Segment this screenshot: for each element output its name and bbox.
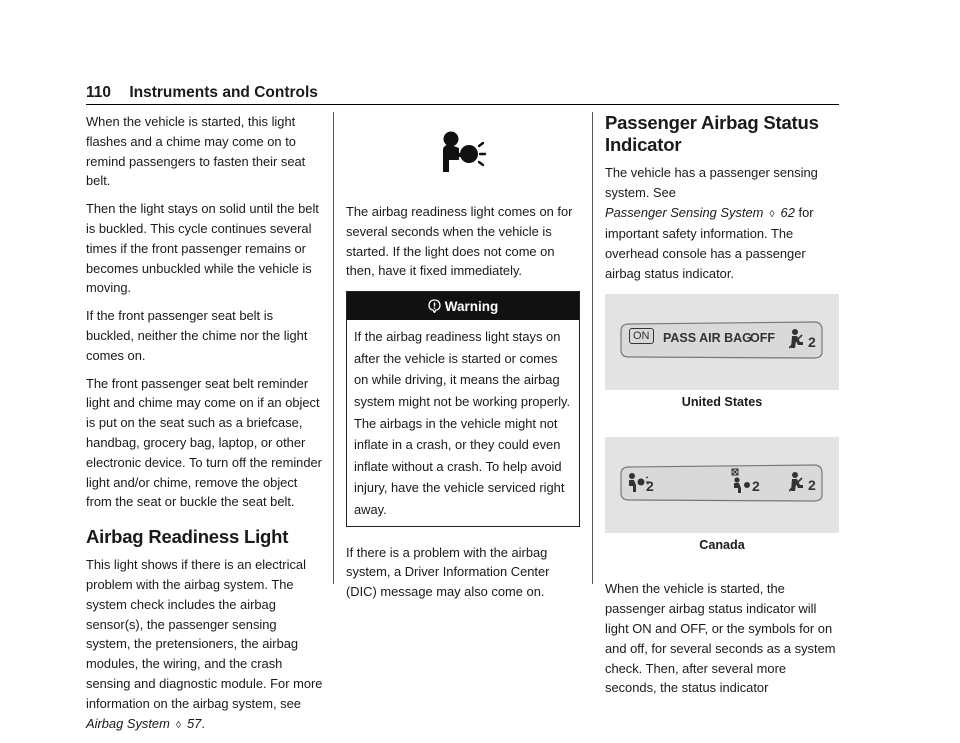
column-1 bbox=[86, 112, 324, 743]
paragraph: If there is a problem with the airbag system, a Driver Information Center (DIC) message may also come on. bbox=[346, 544, 550, 600]
warning-header: Warning bbox=[347, 292, 579, 320]
airbag-readiness-icon bbox=[439, 130, 487, 176]
warning-icon bbox=[428, 299, 441, 313]
seat-number: 2 bbox=[752, 477, 760, 494]
paragraph: When the vehicle is started, this light flashes and a chime may come on to remind passengers to fasten their seat belt. bbox=[86, 114, 306, 189]
paragraph: The front passenger seat belt reminder light and chime may come on if an object is put on the seat such as a briefcase, handbag, grocery bag, laptop, or other electronic device. To turn off the reminder light and/or chime, remove the object from the seat or buckle the seat belt. bbox=[86, 375, 322, 510]
image-caption: Canada bbox=[699, 537, 745, 552]
paragraph: The vehicle has a passenger sensing system. See Passenger Sensing System ◊ 62 for important safety information. The overhead console has a passenger airbag status indicator. bbox=[605, 165, 818, 281]
paragraph: If the front passenger seat belt is buckled, neither the chime nor the light comes on. bbox=[86, 308, 308, 363]
section-title: Instruments and Controls bbox=[129, 84, 318, 101]
page-number: 110 bbox=[86, 84, 112, 101]
column-divider-2 bbox=[592, 112, 593, 584]
paragraph: The airbag readiness light comes on for several seconds when the vehicle is started. If the light does not come on then, have it fixed immediately. bbox=[346, 204, 573, 279]
section-heading: Passenger Airbag Status Indicator bbox=[605, 112, 819, 155]
section-heading: Airbag Readiness Light bbox=[86, 526, 289, 548]
image-caption: United States bbox=[681, 394, 763, 409]
column-3 bbox=[605, 112, 839, 706]
page-header bbox=[86, 84, 318, 102]
paragraph: When the vehicle is started, the passenger airbag status indicator will light ON and OFF, or the symbols for on and off, for several seconds as a system check. Then, after several more seconds, the status indicator bbox=[605, 581, 836, 696]
pass-airbag-label: PASS AIR BAG bbox=[663, 330, 752, 345]
cross-reference-link[interactable]: Passenger Sensing System ◊ 62 bbox=[605, 205, 795, 220]
paragraph: This light shows if there is an electrical problem with the airbag system. The system check includes the airbag sensor(s), the passenger sensing system, the pretensioners, the airbag modules, the wiring, and the crash sensing and diagnostic module. For more information on the airbag system, see Airbag System ◊ 57. bbox=[86, 555, 324, 735]
canada-indicator-image bbox=[605, 437, 839, 533]
seat-number: 2 bbox=[808, 476, 816, 493]
us-indicator-image bbox=[605, 294, 839, 390]
warning-box bbox=[346, 291, 580, 526]
seat-number: 2 bbox=[808, 333, 816, 350]
header-rule bbox=[86, 104, 839, 105]
paragraph: Then the light stays on solid until the belt is buckled. This cycle continues several times if the front passenger remains or becomes unbuckled while the vehicle is moving. bbox=[86, 201, 319, 296]
cross-reference-link[interactable]: Airbag System ◊ 57 bbox=[86, 716, 201, 731]
off-label: OFF bbox=[750, 330, 775, 345]
page-ref-icon: ◊ bbox=[769, 208, 775, 220]
seat-number: 2 bbox=[646, 477, 654, 494]
warning-text: If the airbag readiness light stays on after the vehicle is started or comes on while driving, it means the airbag system might not be working properly. The airbags in the vehicle might not inflate in a crash, or they could even inflate without a crash. To help avoid injury, have the vehicle serviced right away. bbox=[354, 329, 571, 517]
page-ref-icon: ◊ bbox=[175, 719, 181, 731]
on-label: ON bbox=[629, 328, 654, 344]
column-divider-1 bbox=[333, 112, 334, 584]
column-2 bbox=[346, 112, 580, 610]
